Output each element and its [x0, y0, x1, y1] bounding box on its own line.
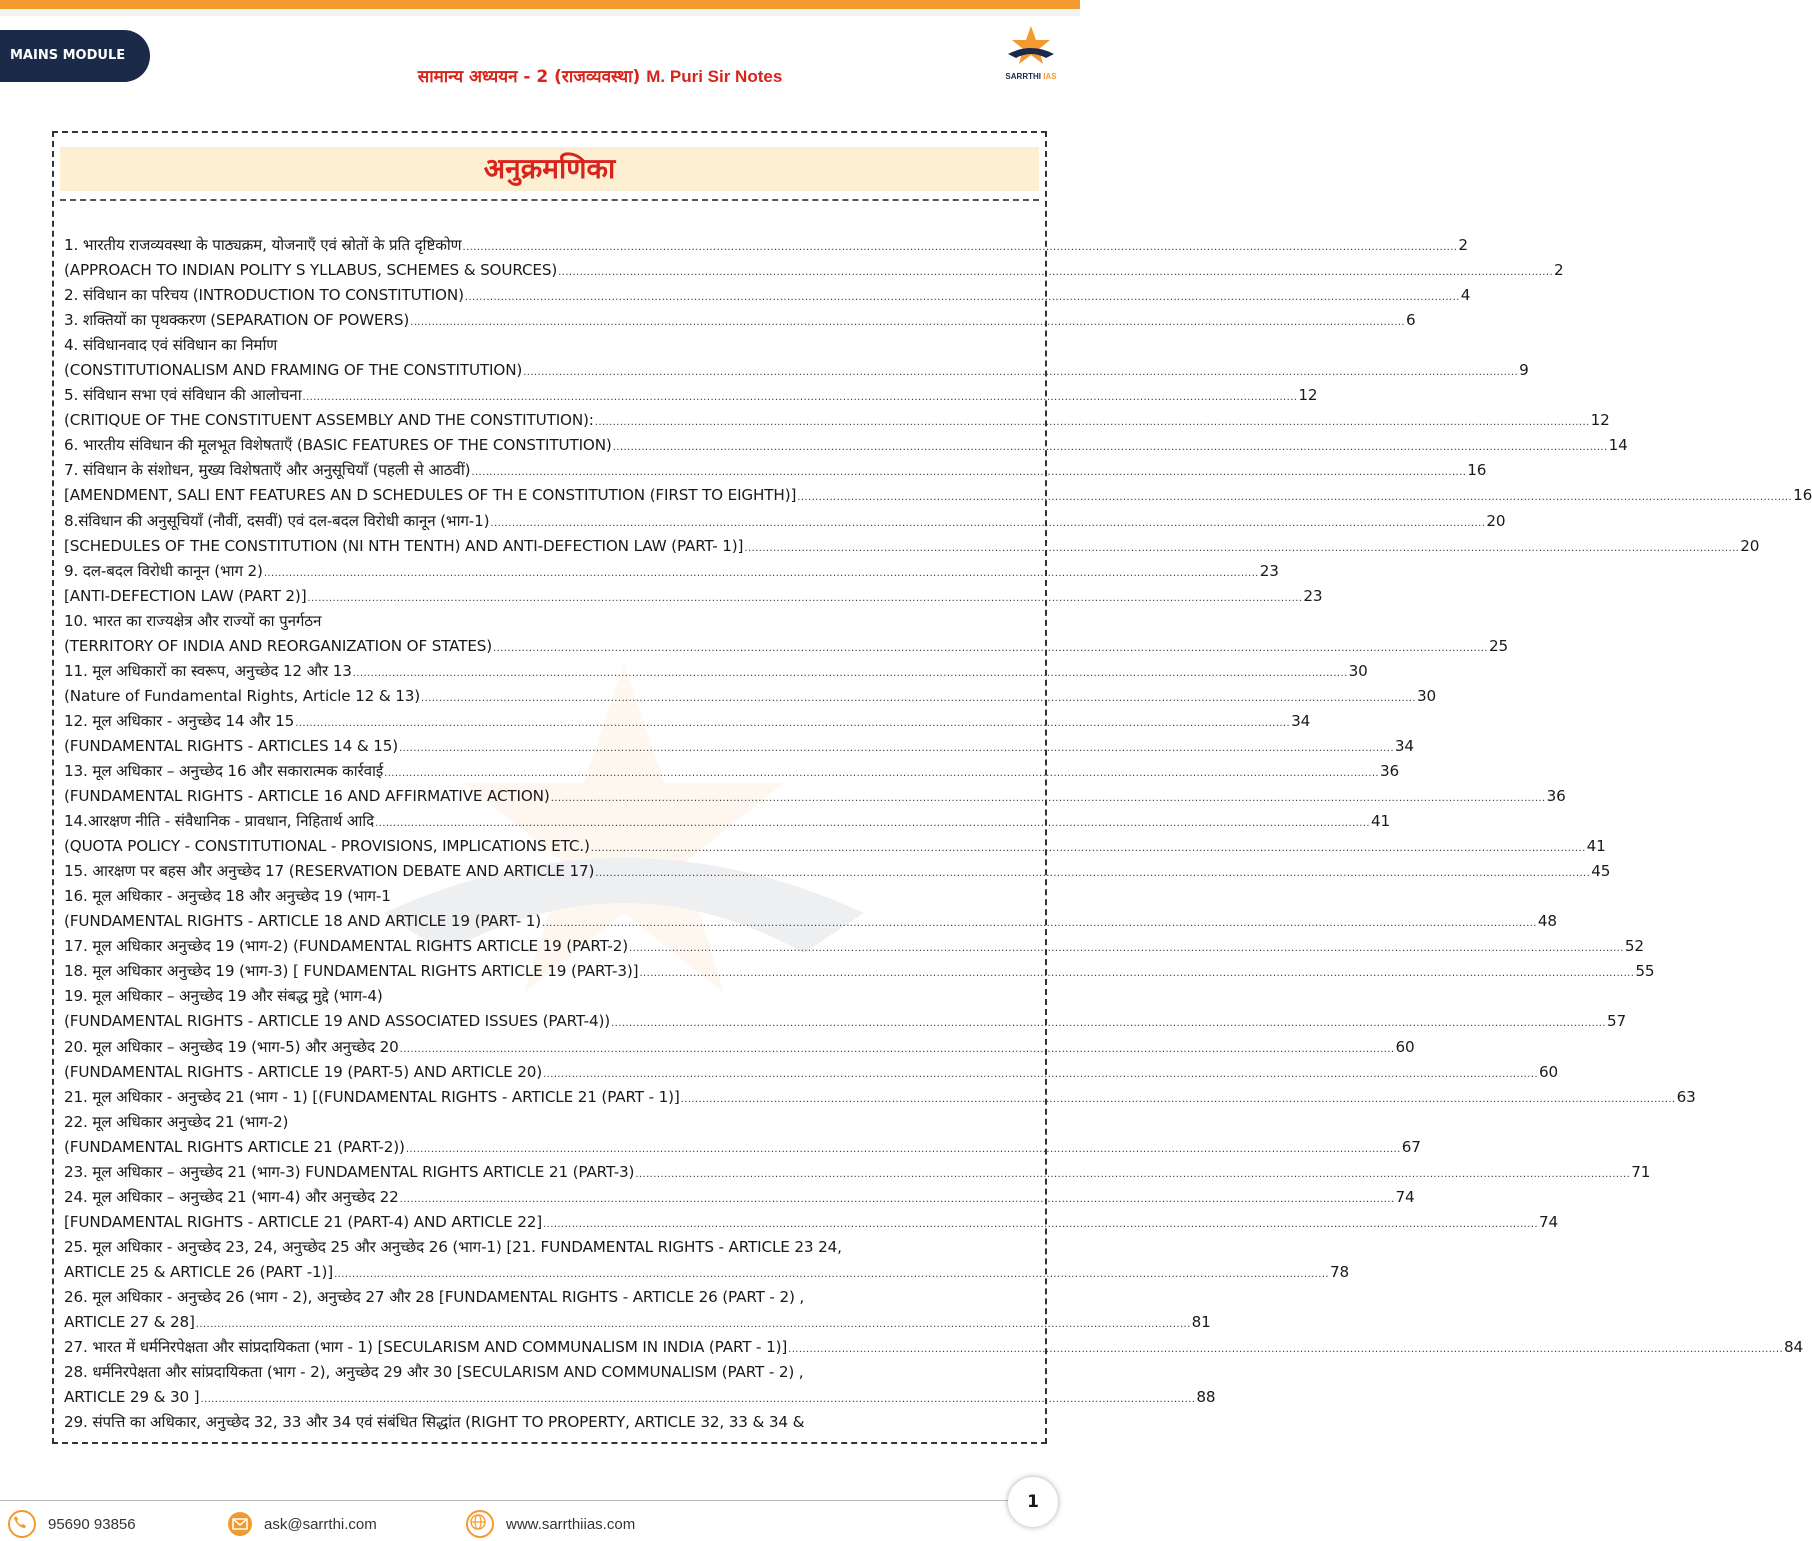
- toc-entry-leader: [307, 586, 1302, 611]
- toc-entry-leader: [490, 511, 1485, 536]
- toc-entry[interactable]: [64, 909, 1557, 934]
- toc-entry-page: 2: [1458, 236, 1468, 254]
- toc-entry-page: 71: [1631, 1162, 1651, 1181]
- toc-entry-title: [FUNDAMENTAL RIGHTS - ARTICLE 21 (PART-4) AND ARTICLE 22]: [64, 1212, 543, 1231]
- toc-entry-page: 63: [1676, 1087, 1696, 1106]
- toc-entry-title: 13. मूल अधिकार – अनुच्छेद 16 और सकारात्मक कार्रवाई: [64, 761, 384, 780]
- toc-entry[interactable]: [64, 1260, 1350, 1285]
- header-title-english: M. Puri Sir Notes: [646, 67, 783, 86]
- footer-phone[interactable]: [8, 1512, 136, 1536]
- toc-entry-page: 88: [1196, 1388, 1216, 1407]
- toc-entry-leader: [421, 686, 1416, 711]
- toc-entry-title: 8.संविधान की अनुसूचियाँ (नौवीं, दसवीं) एवं दल-बदल विरोधी कानून (भाग-1): [64, 511, 490, 530]
- mail-icon: [228, 1512, 252, 1536]
- toc-entry[interactable]: [64, 759, 1400, 784]
- toc-entry-page: 60: [1538, 1062, 1559, 1081]
- toc-entry-page: 41: [1371, 812, 1391, 831]
- toc-entry-title: 22. मूल अधिकार अनुच्छेद 21 (भाग-2): [64, 1112, 289, 1131]
- toc-entry-page: 23: [1259, 561, 1279, 580]
- toc-entry-leader: [410, 310, 1405, 335]
- toc-entry[interactable]: [64, 458, 1487, 483]
- toc-entry-title: (FUNDAMENTAL RIGHTS - ARTICLES 14 & 15): [64, 736, 399, 755]
- toc-entry-title: (QUOTA POLICY - CONSTITUTIONAL - PROVISIONS, IMPLICATIONS ETC.): [64, 837, 590, 856]
- toc-entry[interactable]: [64, 609, 1039, 634]
- toc-entry[interactable]: [64, 659, 1368, 684]
- toc-entry[interactable]: [64, 1185, 1415, 1210]
- toc-entry-leader: [744, 536, 1739, 561]
- toc-entry-title: 14.आरक्षण नीति - संवैधानिक - प्रावधान, निहितार्थ आदि: [64, 812, 375, 831]
- toc-entry[interactable]: [64, 959, 1655, 984]
- toc-entry-title: 18. मूल अधिकार अनुच्छेद 19 (भाग-3) [ FUNDAMENTAL RIGHTS ARTICLE 19 (PART-3)]: [64, 962, 639, 981]
- toc-entry[interactable]: [64, 534, 1760, 559]
- toc-entry-title: 2. संविधान का परिचय (INTRODUCTION TO CONSTITUTION): [64, 286, 464, 305]
- toc-entry-page: 55: [1635, 962, 1655, 981]
- toc-entry-page: 12: [1298, 386, 1318, 405]
- toc-entry-page: 52: [1624, 937, 1644, 956]
- toc-entry[interactable]: [64, 283, 1471, 308]
- toc-entry[interactable]: [64, 1009, 1626, 1034]
- sarrthi-logo: [998, 24, 1064, 90]
- toc-entry[interactable]: [64, 1160, 1651, 1185]
- toc-entry-leader: [406, 1137, 1401, 1162]
- footer-website-text: www.sarrthiias.com: [506, 1515, 636, 1533]
- toc-entry-leader: [797, 485, 1792, 510]
- toc-entry[interactable]: [64, 684, 1436, 709]
- toc-entry-title: ARTICLE 27 & 28]: [64, 1313, 195, 1332]
- logo-text: SARRTHI IAS: [1005, 72, 1057, 81]
- toc-entry-title: [SCHEDULES OF THE CONSTITUTION (NI NTH TENTH) AND ANTI-DEFECTION LAW (PART- 1)]: [64, 536, 744, 555]
- toc-entry[interactable]: [64, 408, 1610, 433]
- toc-entry-leader: [629, 936, 1624, 961]
- toc-entry[interactable]: [64, 559, 1279, 584]
- toc-entry-leader: [611, 1011, 1606, 1036]
- toc-entry-title: [ANTI-DEFECTION LAW (PART 2)]: [64, 586, 307, 605]
- toc-entry-page: 74: [1538, 1212, 1559, 1231]
- phone-icon: [8, 1510, 36, 1538]
- toc-entry-page: 34: [1394, 736, 1414, 755]
- toc-entry[interactable]: [64, 1310, 1211, 1335]
- toc-entry-leader: [264, 561, 1259, 586]
- toc-entry-page: 36: [1380, 761, 1400, 780]
- toc-entry[interactable]: [64, 233, 1468, 258]
- toc-entry[interactable]: [64, 1085, 1696, 1110]
- toc-entry-leader: [384, 761, 1379, 786]
- toc-entry[interactable]: [64, 809, 1391, 834]
- toc-entry-page: 48: [1537, 912, 1557, 931]
- toc-entry-title: 1. भारतीय राजव्यवस्था के पाठ्यक्रम, योजनाएँ एवं स्रोतों के प्रति दृष्टिकोण: [64, 236, 462, 254]
- toc-entry-leader: [400, 1037, 1395, 1062]
- toc-entry-page: 12: [1590, 411, 1610, 430]
- toc-entry-leader: [302, 385, 1297, 410]
- footer-phone-text: 95690 93856: [48, 1515, 136, 1533]
- toc-entry-page: 2: [1554, 261, 1564, 280]
- toc-entry-page: 20: [1486, 511, 1506, 530]
- toc-entry-title: 16. मूल अधिकार - अनुच्छेद 18 और अनुच्छेद 19 (भाग-1: [64, 887, 391, 906]
- toc-entry-leader: [399, 736, 1394, 761]
- toc-entry[interactable]: [64, 1335, 1804, 1360]
- toc-entry[interactable]: [64, 333, 1039, 358]
- toc-entry-title: (FUNDAMENTAL RIGHTS ARTICLE 21 (PART-2)): [64, 1137, 405, 1156]
- top-gray-bar: [0, 9, 1080, 16]
- toc-entry[interactable]: [64, 984, 1039, 1009]
- toc-entry-leader: [375, 811, 1370, 836]
- toc-entry-title: 5. संविधान सभा एवं संविधान की आलोचना: [64, 386, 302, 405]
- toc-entry-leader: [493, 636, 1488, 661]
- toc-entry-title: ARTICLE 29 & 30 ]: [64, 1388, 200, 1407]
- module-label: MAINS MODULE: [0, 30, 150, 82]
- toc-entry[interactable]: [64, 483, 1812, 508]
- toc-entry-leader: [465, 285, 1460, 310]
- toc-entry[interactable]: [64, 1360, 1039, 1385]
- toc-entry-title: (FUNDAMENTAL RIGHTS - ARTICLE 18 AND ARTICLE 19 (PART- 1): [64, 912, 541, 931]
- toc-entry-page: 74: [1395, 1187, 1415, 1206]
- globe-icon: [466, 1510, 494, 1538]
- footer-website[interactable]: [466, 1512, 635, 1536]
- toc-container: [52, 131, 1812, 1444]
- page-header-title: [300, 64, 900, 87]
- toc-entry-page: 84: [1784, 1338, 1804, 1357]
- toc-entry[interactable]: [64, 734, 1414, 759]
- toc-entry-title: 21. मूल अधिकार - अनुच्छेद 21 (भाग - 1) [(FUNDAMENTAL RIGHTS - ARTICLE 21 (PART - 1)]: [64, 1087, 680, 1106]
- toc-entry-leader: [542, 911, 1537, 936]
- toc-entry-leader: [591, 836, 1586, 861]
- toc-entry-page: 34: [1291, 711, 1311, 730]
- top-accent-bar: [0, 0, 1080, 9]
- logo-star-icon: [1006, 24, 1056, 68]
- toc-entry-leader: [295, 711, 1290, 736]
- toc-entry-leader: [543, 1212, 1538, 1237]
- toc-entry[interactable]: [64, 433, 1628, 458]
- toc-entry-title: (CONSTITUTIONALISM AND FRAMING OF THE CONSTITUTION): [64, 361, 523, 380]
- toc-entry[interactable]: [64, 1385, 1216, 1410]
- toc-entry-page: 41: [1586, 837, 1606, 856]
- toc-entry-title: 6. भारतीय संविधान की मूलभूत विशेषताएँ (BASIC FEATURES OF THE CONSTITUTION): [64, 436, 612, 455]
- toc-entry[interactable]: [64, 308, 1416, 333]
- toc-entry-page: 78: [1329, 1262, 1350, 1281]
- page-number: 1: [1008, 1477, 1058, 1527]
- toc-entry-page: 23: [1303, 586, 1323, 605]
- header-title-hindi: सामान्य अध्ययन - 2 (राजव्यवस्था): [417, 67, 641, 87]
- toc-entry-title: 27. भारत में धर्मनिरपेक्षता और सांप्रदायिकता (भाग - 1) [SECULARISM AND COMMUNALISM IN INDIA (PART - 1)]: [64, 1338, 788, 1357]
- toc-entry-title: 7. संविधान के संशोधन, मुख्य विशेषताएँ और अनुसूचियाँ (पहली से आठवीं): [64, 461, 471, 480]
- toc-entry[interactable]: [64, 258, 1564, 283]
- toc-entry-page: 9: [1519, 361, 1529, 380]
- toc-entry[interactable]: [64, 784, 1566, 809]
- toc-entry-leader: [558, 260, 1553, 285]
- footer-divider: [0, 1500, 1015, 1501]
- toc-entry-leader: [613, 435, 1608, 460]
- toc-heading: अनुक्रमणिका: [60, 147, 1039, 191]
- toc-entry-title: (FUNDAMENTAL RIGHTS - ARTICLE 19 AND ASSOCIATED ISSUES (PART-4)): [64, 1012, 611, 1031]
- toc-entry-title: 19. मूल अधिकार – अनुच्छेद 19 और संबद्ध मुद्दे (भाग-4): [64, 987, 383, 1006]
- toc-entry-title: 28. धर्मनिरपेक्षता और सांप्रदायिकता (भाग - 2), अनुच्छेद 29 और 30 [SECULARISM AND COMMUNALISM (PART - 2) ,: [64, 1363, 804, 1382]
- toc-entry-title: [AMENDMENT, SALI ENT FEATURES AN D SCHEDULES OF TH E CONSTITUTION (FIRST TO EIGHTH)]: [64, 486, 797, 505]
- toc-entry-page: 45: [1591, 862, 1611, 881]
- toc-entry-leader: [595, 410, 1590, 435]
- toc-entry-leader: [334, 1262, 1329, 1287]
- toc-entry-leader: [788, 1337, 1783, 1362]
- toc-entry-page: 36: [1546, 787, 1566, 806]
- toc-entry-title: (CRITIQUE OF THE CONSTITUENT ASSEMBLY AND THE CONSTITUTION):: [64, 411, 594, 430]
- toc-entry[interactable]: [64, 634, 1508, 659]
- toc-entry-leader: [471, 460, 1466, 485]
- toc-entry[interactable]: [64, 1135, 1421, 1160]
- toc-entry[interactable]: [64, 1110, 1039, 1135]
- toc-entry-page: 67: [1401, 1137, 1421, 1156]
- toc-entry[interactable]: [64, 859, 1611, 884]
- toc-entry-page: 6: [1406, 311, 1416, 330]
- toc-entry-leader: [595, 861, 1590, 886]
- toc-entry-leader: [353, 661, 1348, 686]
- toc-entry[interactable]: [64, 709, 1311, 734]
- footer-email-text: ask@sarrthi.com: [264, 1515, 377, 1533]
- toc-entry-title: (FUNDAMENTAL RIGHTS - ARTICLE 19 (PART-5) AND ARTICLE 20): [64, 1062, 543, 1081]
- toc-entry-leader: [196, 1312, 1191, 1337]
- toc-entry-leader: [523, 360, 1518, 385]
- toc-entry-leader: [543, 1062, 1538, 1087]
- toc-entry[interactable]: [64, 1210, 1559, 1235]
- toc-entry-leader: [400, 1187, 1395, 1212]
- toc-entry-leader: [639, 961, 1634, 986]
- toc-entry[interactable]: [64, 934, 1644, 959]
- toc-list: [64, 233, 1812, 1435]
- toc-entry-title: 10. भारत का राज्यक्षेत्र और राज्यों का पुनर्गठन: [64, 611, 322, 630]
- toc-entry-page: 25: [1488, 636, 1508, 655]
- toc-entry-title: 11. मूल अधिकारों का स्वरूप, अनुच्छेद 12 और 13: [64, 661, 352, 680]
- toc-entry[interactable]: [64, 884, 1039, 909]
- toc-entry-title: (FUNDAMENTAL RIGHTS - ARTICLE 16 AND AFFIRMATIVE ACTION): [64, 787, 550, 806]
- toc-entry-title: 3. शक्तियों का पृथक्करण (SEPARATION OF POWERS): [64, 311, 410, 330]
- toc-entry-title: (Nature of Fundamental Rights, Article 12 & 13): [64, 686, 421, 705]
- toc-entry[interactable]: [64, 1060, 1559, 1085]
- toc-entry-page: 30: [1416, 686, 1436, 705]
- toc-entry[interactable]: [64, 1410, 1039, 1435]
- toc-entry-page: 14: [1608, 436, 1628, 455]
- toc-entry-page: 30: [1348, 661, 1368, 680]
- toc-entry-title: ARTICLE 25 & ARTICLE 26 (PART -1)]: [64, 1262, 334, 1281]
- footer-email[interactable]: [228, 1512, 377, 1536]
- toc-entry-leader: [463, 235, 1458, 260]
- toc-entry-title: 15. आरक्षण पर बहस और अनुच्छेद 17 (RESERVATION DEBATE AND ARTICLE 17): [64, 862, 595, 881]
- toc-entry-leader: [551, 786, 1546, 811]
- toc-entry[interactable]: [64, 358, 1529, 383]
- toc-entry-leader: [681, 1087, 1676, 1112]
- toc-entry-page: 81: [1191, 1313, 1211, 1332]
- toc-entry-title: (TERRITORY OF INDIA AND REORGANIZATION OF STATES): [64, 636, 493, 655]
- toc-entry[interactable]: [64, 584, 1323, 609]
- toc-entry-title: 4. संविधानवाद एवं संविधान का निर्माण: [64, 336, 278, 355]
- toc-entry[interactable]: [64, 834, 1606, 859]
- toc-entry[interactable]: [64, 1235, 1039, 1260]
- toc-entry-page: 16: [1467, 461, 1487, 480]
- toc-entry-title: 9. दल-बदल विरोधी कानून (भाग 2): [64, 561, 263, 580]
- toc-entry[interactable]: [64, 1035, 1415, 1060]
- toc-entry-leader: [200, 1387, 1195, 1412]
- toc-entry-title: 23. मूल अधिकार – अनुच्छेद 21 (भाग-3) FUNDAMENTAL RIGHTS ARTICLE 21 (PART-3): [64, 1162, 635, 1181]
- toc-entry-title: 17. मूल अधिकार अनुच्छेद 19 (भाग-2) (FUNDAMENTAL RIGHTS ARTICLE 19 (PART-2): [64, 937, 628, 956]
- toc-entry-page: 60: [1395, 1037, 1415, 1056]
- toc-entry-title: 29. संपत्ति का अधिकार, अनुच्छेद 32, 33 और 34 एवं संबंधित सिद्धांत (RIGHT TO PROPERTY, ARTICLE 32, 33 & 34 &: [64, 1413, 805, 1432]
- toc-entry-title: 26. मूल अधिकार - अनुच्छेद 26 (भाग - 2), अनुच्छेद 27 और 28 [FUNDAMENTAL RIGHTS - ARTICLE 26 (PART - 2) ,: [64, 1287, 805, 1306]
- toc-entry[interactable]: [64, 1285, 1039, 1310]
- toc-entry-title: 20. मूल अधिकार – अनुच्छेद 19 (भाग-5) और अनुच्छेद 20: [64, 1037, 399, 1056]
- toc-entry-page: 16: [1793, 486, 1812, 505]
- toc-entry-title: 25. मूल अधिकार - अनुच्छेद 23, 24, अनुच्छेद 25 और अनुच्छेद 26 (भाग-1) [21. FUNDAMENTAL RIGHTS - ARTICLE 23 24,: [64, 1237, 842, 1256]
- toc-entry-leader: [635, 1162, 1630, 1187]
- toc-divider: [60, 199, 1039, 201]
- toc-entry-page: 4: [1460, 286, 1471, 305]
- toc-entry-page: 20: [1740, 536, 1760, 555]
- toc-entry-title: (APPROACH TO INDIAN POLITY S YLLABUS, SCHEMES & SOURCES): [64, 261, 558, 280]
- toc-entry[interactable]: [64, 383, 1318, 408]
- toc-entry-page: 57: [1606, 1012, 1626, 1031]
- toc-entry[interactable]: [64, 509, 1506, 534]
- toc-entry-title: 24. मूल अधिकार – अनुच्छेद 21 (भाग-4) और अनुच्छेद 22: [64, 1187, 399, 1206]
- toc-entry-title: 12. मूल अधिकार - अनुच्छेद 14 और 15: [64, 711, 295, 730]
